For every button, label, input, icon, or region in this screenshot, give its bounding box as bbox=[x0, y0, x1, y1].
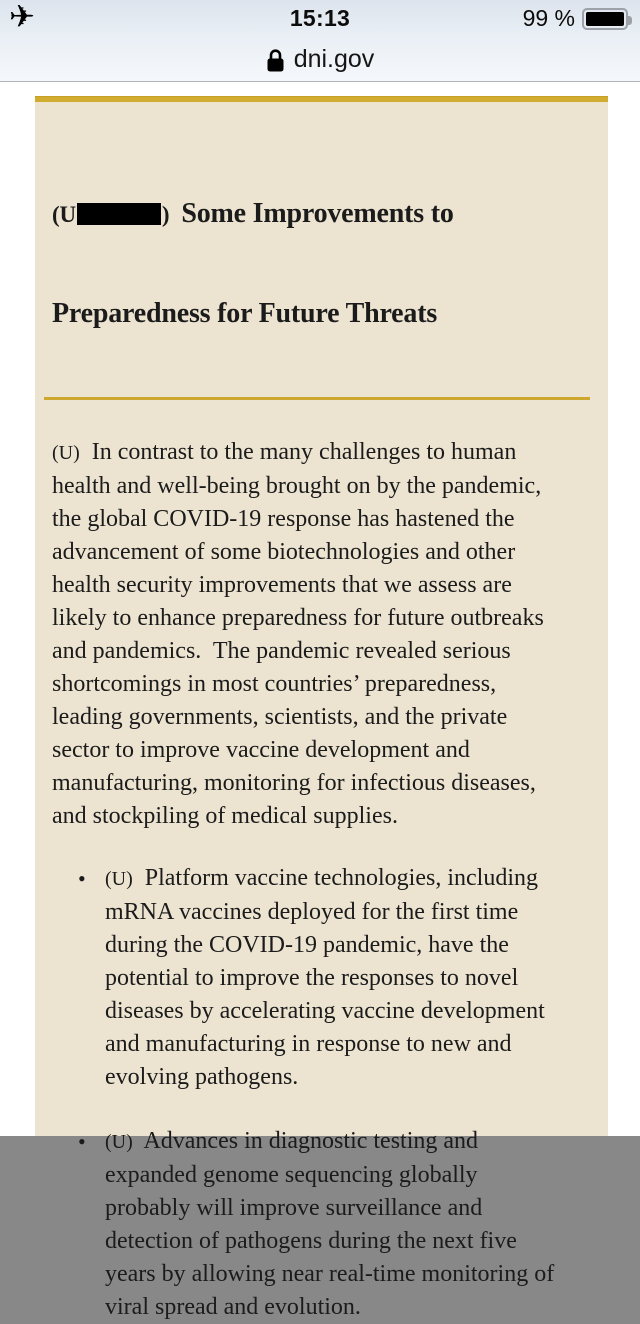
pdf-document-page bbox=[35, 96, 608, 1320]
battery-icon bbox=[582, 8, 628, 30]
web-page-viewport[interactable] bbox=[0, 82, 640, 1320]
section-heading bbox=[52, 131, 596, 396]
battery-nub bbox=[628, 16, 632, 25]
body-paragraph: (U) In contrast to the many challenges to human health and well-being brought on by the pandemic, the global COVID-19 response has hastened the advancement of some biotechnologies and other health security improvements that we assess are likely to enhance preparedness for future outbreaks and pandemics. The pandemic revealed serious shortcomings in most countries’ preparedness, leading governments, scientists, and the private sector to improve vaccine development and manufacturing, monitoring for infectious diseases, and stockpiling of medical supplies. bbox=[52, 439, 544, 829]
gold-top-bar bbox=[35, 96, 608, 102]
battery-percent-label: 99 % bbox=[522, 5, 575, 31]
url-bar[interactable] bbox=[0, 38, 640, 81]
bullet-marker: • bbox=[78, 1129, 86, 1154]
lock-icon bbox=[266, 48, 285, 73]
url-domain: dni.gov bbox=[293, 45, 375, 73]
bullet-item-vaccines bbox=[78, 862, 596, 1094]
airplane-mode-icon: ✈ bbox=[9, 0, 35, 34]
status-bar bbox=[0, 0, 640, 38]
status-right-group bbox=[523, 5, 628, 32]
classification-suffix: ) bbox=[161, 202, 170, 227]
heading-title-part1: Some Improvements to bbox=[181, 198, 454, 229]
gold-heading-rule bbox=[44, 397, 590, 400]
browser-chrome bbox=[0, 0, 640, 82]
bullet-text: (U) Platform vaccine technologies, including mRNA vaccines deployed for the first time during the COVID-19 pandemic, have the potential to improve the responses to novel diseases by accelerating vaccine development and manufacturing in response to new and evolving pathogens. bbox=[105, 865, 545, 1090]
clock-time: 15:13 bbox=[289, 5, 351, 31]
bullet-marker: • bbox=[78, 866, 86, 891]
bullet-text: (U) Advances in diagnostic testing and expanded genome sequencing globally probably will improve surveillance and detection of pathogens during the next five years by allowing near real-time monitoring of viral spread and evolution. bbox=[105, 1128, 555, 1320]
redaction-box bbox=[77, 203, 161, 225]
heading-line-1 bbox=[52, 197, 596, 231]
heading-line-2: Preparedness for Future Threats bbox=[52, 298, 438, 329]
battery-fill bbox=[586, 12, 624, 26]
bullet-item-diagnostics bbox=[78, 1125, 596, 1324]
classification-prefix: (U bbox=[52, 202, 76, 227]
